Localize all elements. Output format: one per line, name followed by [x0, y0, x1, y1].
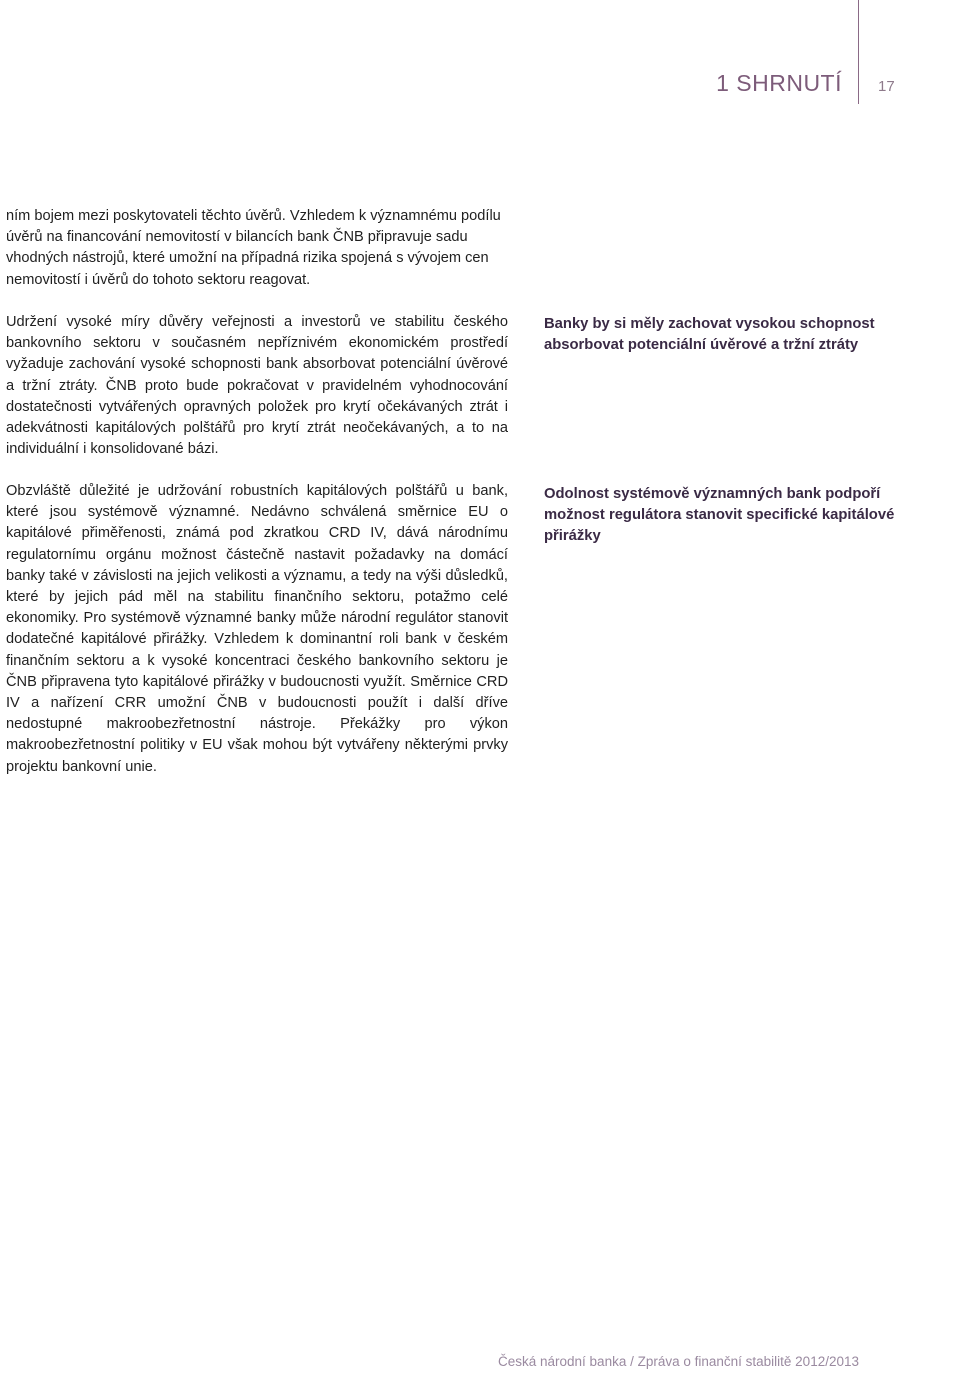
section-title: 1 SHRNUTÍ: [716, 70, 842, 96]
body-paragraph-1: ním bojem mezi poskytovateli těchto úvěrů. Vzhledem k významnému podílu úvěrů na financování nemovitostí v bilancích bank ČNB připravuje sadu vhodných nástrojů, které umožní na případná rizika spojená s vývojem cen nemovitostí i úvěrů do tohoto sektoru reagovat.: [6, 208, 501, 288]
page-number: 17: [878, 78, 895, 95]
header-divider: [858, 0, 859, 104]
body-paragraph-2: Udržení vysoké míry důvěry veřejnosti a investorů ve stabilitu českého bankovního sektoru v současném nepříznivém ekonomickém prostředí vyžaduje zachování vysoké schopnosti bank absorbovat potenciální úvěrové a tržní ztráty. ČNB proto bude pokračovat v pravidelném vyhodnocování dostatečnosti vytvářených opravných položek pro krytí očekávaných ztrát i adekvátnosti kapitálových polštářů pro krytí ztrát neočekávaných, a to na individuální i konsolidované bázi.: [6, 314, 508, 458]
page-footer: Česká národní banka / Zpráva o finanční stabilitě 2012/2013: [498, 1354, 859, 1369]
body-paragraph-3: Obzvláště důležité je udržování robustních kapitálových polštářů u bank, které jsou systémově významné. Nedávno schválená směrnice EU o kapitálové přiměřenosti, známá pod zkratkou CRD IV, dává národnímu regulatornímu orgánu možnost částečně nastavit požadavky na domácí banky také v závislosti na jejich velikosti a významu, a tedy na výši důsledků, které by jejich pád měl na stabilitu finančního sektoru, potažmo celé ekonomiky. Pro systémově významné banky může národní regulátor stanovit dodatečné kapitálové přirážky. Vzhledem k dominantní roli bank v českém finančním sektoru a k vysoké koncentraci českého bankovního sektoru je ČNB připravena tyto kapitálové přirážky v budoucnosti využít. Směrnice CRD IV a nařízení CRR umožní ČNB v budoucnosti použít i další dříve nedostupné makroobezřetnostní nástroje. Překážky pro výkon makroobezřetnostní politiky v EU však mohou být vytvářeny některými prvky projektu bankovní unie.: [6, 483, 508, 775]
margin-note-1: Banky by si měly zachovat vysokou schopnost absorbovat potenciální úvěrové a tržní ztráty: [544, 316, 875, 353]
margin-note-2: Odolnost systémově významných bank podpoří možnost regulátora stanovit specifické kapitálové přirážky: [544, 486, 895, 544]
